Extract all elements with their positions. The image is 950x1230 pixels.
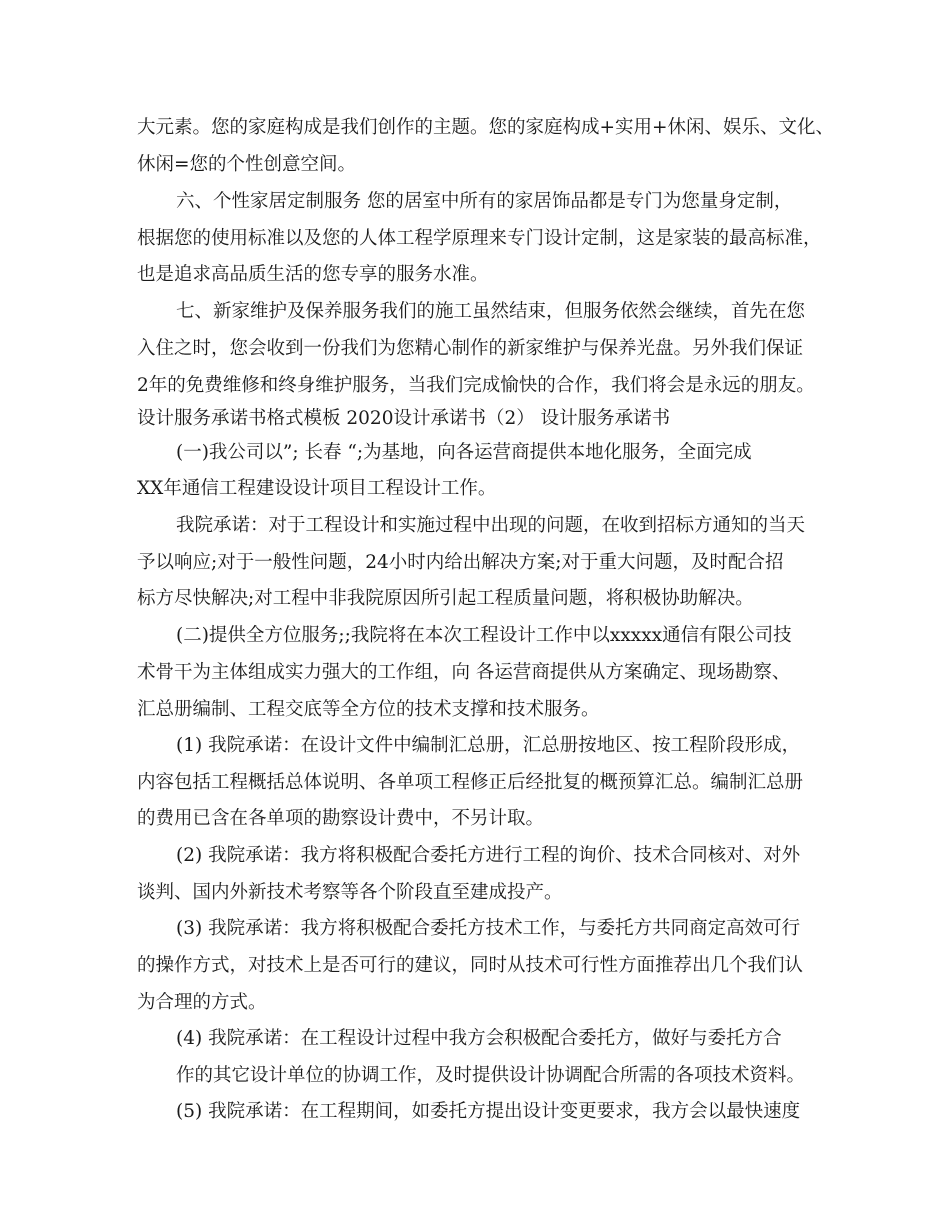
- text-line: 七、新家维护及保养服务我们的施工虽然结束，但服务依然会继续，首先在您: [176, 301, 806, 322]
- text-line: (4) 我院承诺：在工程设计过程中我方会积极配合委托方，做好与委托方合: [176, 1028, 782, 1049]
- text-line: 大元素。您的家庭构成是我们创作的主题。您的家庭构成+实用+休闲、娱乐、文化、: [137, 117, 835, 138]
- text-line: 2年的免费维修和终身维护服务，当我们完成愉快的合作，我们将会是永远的朋友。: [137, 375, 815, 396]
- text-line: 汇总册编制、工程交底等全方位的技术支撑和技术服务。: [137, 699, 600, 720]
- text-line: 术骨干为主体组成实力强大的工作组，向 各运营商提供从方案确定、现场勘察、: [137, 662, 791, 683]
- text-line: 我院承诺：对于工程设计和实施过程中出现的问题，在收到招标方通知的当天: [176, 515, 806, 536]
- text-line: 根据您的使用标准以及您的人体工程学原理来专门设计定制，这是家装的最高标准，: [137, 228, 822, 249]
- text-line: 的费用已含在各单项的勘察设计费中，不另计取。: [137, 808, 545, 829]
- text-line: 谈判、国内外新技术考察等各个阶段直至建成投产。: [137, 882, 563, 903]
- text-line: 六、个性家居定制服务 您的居室中所有的家居饰品都是专门为您量身定制，: [176, 191, 793, 212]
- text-line: 的操作方式，对技术上是否可行的建议，同时从技术可行性方面推荐出几个我们认: [137, 955, 804, 976]
- text-line: XX年通信工程建设设计项目工程设计工作。: [137, 478, 497, 499]
- text-line: (5) 我院承诺：在工程期间，如委托方提出设计变更要求，我方会以最快速度: [176, 1101, 801, 1122]
- section-heading-line: 设计服务承诺书格式模板 2020设计承诺书（2） 设计服务承诺书: [137, 408, 671, 429]
- text-line: (二)提供全方位服务;;我院将在本次工程设计工作中以xxxxx通信有限公司技: [176, 625, 792, 646]
- text-line: (2) 我院承诺：我方将积极配合委托方进行工程的询价、技术合同核对、对外: [176, 845, 801, 866]
- text-line: 也是追求高品质生活的您专享的服务水准。: [137, 264, 489, 285]
- text-line: (1) 我院承诺：在设计文件中编制汇总册，汇总册按地区、按工程阶段形成，: [176, 735, 801, 756]
- text-line: 标方尽快解决;对工程中非我院原因所引起工程质量问题，将积极协助解决。: [137, 588, 754, 609]
- text-line: 内容包括工程概括总体说明、各单项工程修正后经批复的概预算汇总。编制汇总册: [137, 772, 804, 793]
- text-line: (3) 我院承诺：我方将积极配合委托方技术工作，与委托方共同商定高效可行: [176, 918, 801, 939]
- text-line: 作的其它设计单位的协调工作，及时提供设计协调配合所需的各项技术资料。: [176, 1065, 806, 1086]
- text-line: 予以响应;对于一般性问题，24小时内给出解决方案;对于重大问题，及时配合招: [137, 552, 784, 573]
- text-line: 休闲=您的个性创意空间。: [137, 154, 357, 175]
- text-line: (一)我公司以”; 长春 “;为基地，向各运营商提供本地化服务，全面完成: [176, 442, 752, 463]
- text-line: 为合理的方式。: [137, 992, 267, 1013]
- text-line: 入住之时，您会收到一份我们为您精心制作的新家维护与保养光盘。另外我们保证: [137, 338, 804, 359]
